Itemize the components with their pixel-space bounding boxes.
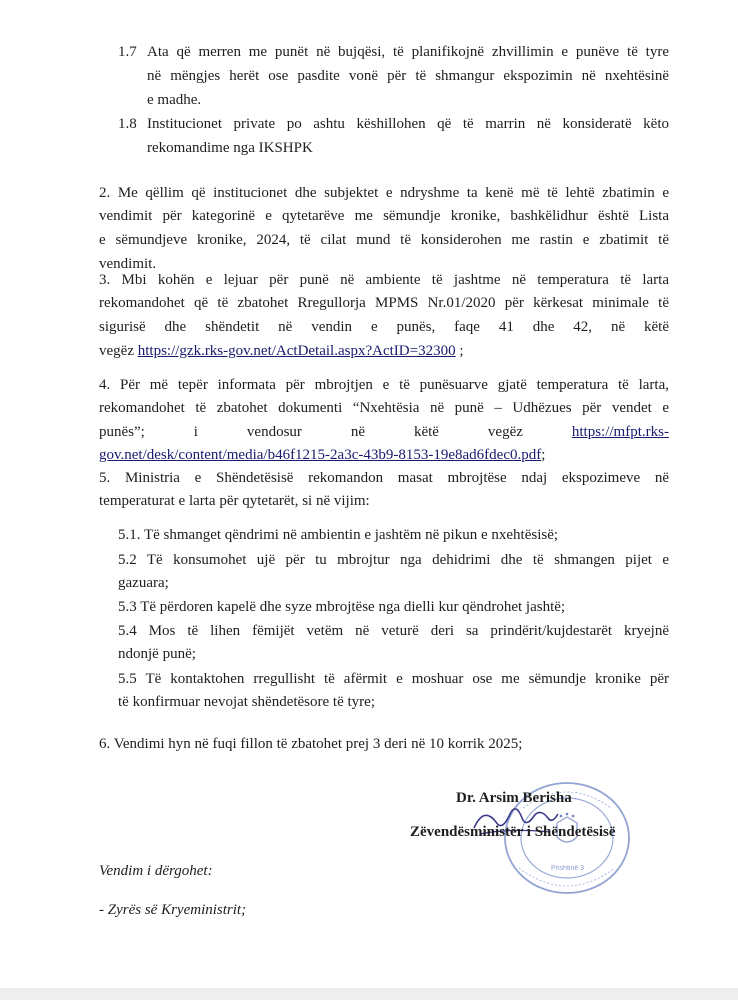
signatory-title: Zëvendësministër i Shëndetësisë (410, 824, 616, 840)
page-bottom-edge (0, 988, 738, 1000)
paragraph-line: Institucionet private po ashtu këshillohen që të marrin në konsideratë këto (147, 116, 669, 132)
guide-link-part1[interactable]: https://mfpt.rks- (571, 424, 669, 440)
list-item: 5.1. Të shmanget qëndrimi në ambientin e jashtëm në pikun e nxehtësisë; (118, 527, 559, 543)
paragraph-line: 5. Ministria e Shëndetësisë rekomandon masat mbrojtëse ndaj ekspozimeve në (99, 470, 669, 486)
word: vegëz (487, 424, 523, 440)
paragraph-line: e madhe. (147, 92, 202, 108)
paragraph-line: temperaturat e larta për qytetarët, si në vijim: (99, 493, 370, 509)
paragraph-line: vendimit. (99, 256, 157, 272)
paragraph-line: sigurisë dhe shëndetit në vendin e punës, faqe 41 dhe 42, në këtë (99, 319, 669, 335)
item-number: 1.7 (118, 44, 137, 60)
word: në (350, 424, 366, 440)
paragraph-line: rekomandime nga IKSHPK (147, 140, 313, 156)
paragraph-line: vendimit për kategorinë e qytetarëve me sëmundje kronike, bashkëlidhur është Lista (99, 208, 669, 224)
link-prefix: vegëz (99, 343, 138, 359)
paragraph-line: rekomandohet të zbatohet dokumenti “Nxehtësia në punë – Udhëzues për vendet e (99, 400, 669, 416)
list-item: 5.2 Të konsumohet ujë për tu mbrojtur nga dehidrimi dhe të shmangen pijet e (118, 552, 669, 568)
word: i (193, 424, 198, 440)
paragraph-line (99, 422, 669, 442)
link-suffix: ; (541, 447, 546, 463)
paragraph-line: 4. Për më tepër informata për mbrojtjen e të punësuarve gjatë temperatura të larta, (99, 377, 669, 393)
paragraph-line (99, 341, 464, 361)
link-suffix: ; (455, 343, 464, 359)
paragraph-line: në mëngjes herët ose pasdite vonë për të shmangur ekspozimin në nxehtësinë (147, 68, 669, 84)
paragraph-line: rekomandohet që të zbatohet Rregullorja MPMS Nr.01/2020 për kërkesat minimale të (99, 295, 669, 311)
paragraph-line (99, 445, 545, 465)
distribution-recipient: - Zyrës së Kryeministrit; (99, 902, 247, 918)
word: vendosur (246, 424, 302, 440)
list-item: 5.5 Të kontaktohen rregullisht të afërmit e moshuar ose me sëmundje kronike për (118, 671, 669, 687)
paragraph-line: 3. Mbi kohën e lejuar për punë në ambiente të jashtme në temperatura të larta (99, 272, 669, 288)
item-number: 1.8 (118, 116, 137, 132)
signatory-name: Dr. Arsim Berisha (456, 790, 572, 806)
list-item: të konfirmuar nevojat shëndetësore të tyre; (118, 694, 375, 710)
paragraph-line: 6. Vendimi hyn në fuqi fillon të zbatohet prej 3 deri në 10 korrik 2025; (99, 736, 523, 752)
act-detail-link[interactable]: https://gzk.rks-gov.net/ActDetail.aspx?ActID=32300 (137, 343, 456, 359)
paragraph-line: e sëmundjeve kronike, 2024, të cilat mund të konsiderohen me rastin e zbatimit të (99, 232, 669, 248)
paragraph-line: Ata që merren me punët në bujqësi, të planifikojnë zhvillimin e punëve të tyre (147, 44, 669, 60)
svg-text:Prishtinë 3: Prishtinë 3 (551, 865, 585, 872)
list-item: 5.3 Të përdoren kapelë dhe syze mbrojtëse nga dielli kur qëndrohet jashtë; (118, 599, 566, 615)
paragraph-line: 2. Me qëllim që institucionet dhe subjektet e ndryshme ta kenë më të lehtë zbatimin e (99, 185, 669, 201)
guide-link-part2[interactable]: gov.net/desk/content/media/b46f1215-2a3c-43b9-8153-19e8ad6fdec0.pdf (99, 447, 542, 463)
list-item: ndonjë punë; (118, 646, 196, 662)
word: punës”; (99, 424, 145, 440)
word: këtë (413, 424, 439, 440)
list-item: 5.4 Mos të lihen fëmijët vetëm në veturë deri sa prindërit/kujdestarët kryejnë (118, 623, 669, 639)
distribution-heading: Vendim i dërgohet: (99, 863, 213, 879)
list-item: gazuara; (118, 575, 169, 591)
